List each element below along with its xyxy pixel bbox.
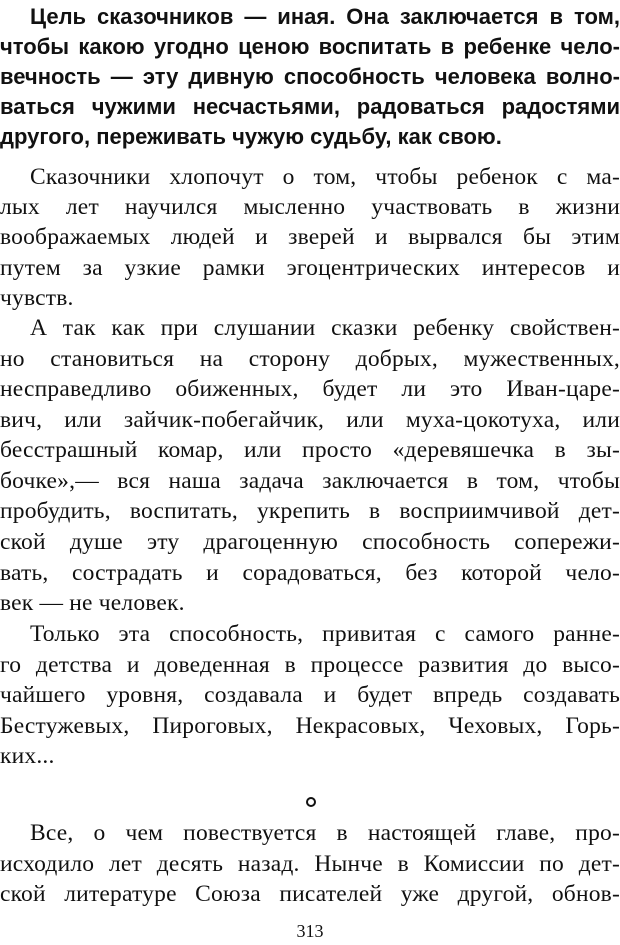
text-line: чувств. [0, 285, 74, 311]
text-line: чтобы какою угодно ценою воспитать в ребенке чело- [0, 34, 620, 59]
text-line: ких... [0, 743, 55, 769]
text-line: Все, о чем повествуется в настоящей главе, про- [30, 820, 620, 846]
text-line: бочке»,— вся наша задача заключается в том, чтобы [0, 468, 620, 494]
text-line: Цель сказочников — иная. Она заключается в том, [30, 4, 620, 29]
section-divider-ornament [306, 797, 316, 807]
text-line: но становиться на сторону добрых, мужественных, [0, 346, 620, 372]
text-line: Бестужевых, Пироговых, Некрасовых, Чеховых, Горь- [0, 713, 620, 739]
text-line: исходило лет десять назад. Нынче в Комиссии по дет- [0, 851, 620, 877]
text-line: го детства и доведенная в процессе развития до высо- [0, 652, 620, 678]
text-line: несправедливо обиженных, будет ли это Иван-царе- [0, 376, 620, 402]
text-line: А так как при слушании сказки ребенку свойствен- [30, 315, 620, 341]
text-line: Только эта способность, привитая с самого ранне- [30, 621, 620, 647]
text-line: воображаемых людей и зверей и вырвался бы этим [0, 224, 620, 250]
text-line: Сказочники хлопочут о том, чтобы ребенок с ма- [30, 164, 620, 190]
text-line: ской душе эту драгоценную способность сопережи- [0, 529, 620, 555]
text-line: ваться чужими несчастьями, радоваться радостями [0, 94, 620, 119]
page-number: 313 [296, 921, 324, 941]
text-line: ской литературе Союза писателей уже другой, обнов- [0, 881, 620, 907]
text-line: другого, переживать чужую судьбу, как свою. [0, 124, 502, 149]
text-line: вечность — эту дивную способность человека волно- [0, 64, 620, 89]
text-line: лых лет научился мысленно участвовать в жизни [0, 194, 620, 220]
text-line: вать, сострадать и сорадоваться, без которой чело- [0, 560, 620, 586]
text-line: пробудить, воспитать, укрепить в восприимчивой дет- [0, 498, 620, 524]
text-line: чайшего уровня, создавала и будет впредь создавать [0, 682, 620, 708]
text-line: вич, или зайчик-побегайчик, или муха-цокотуха, или [0, 407, 620, 433]
text-line: век — не человек. [0, 590, 185, 616]
text-line: бесстрашный комар, или просто «деревяшечка в зы- [0, 437, 620, 463]
text-line: путем за узкие рамки эгоцентрических интересов и [0, 255, 620, 281]
